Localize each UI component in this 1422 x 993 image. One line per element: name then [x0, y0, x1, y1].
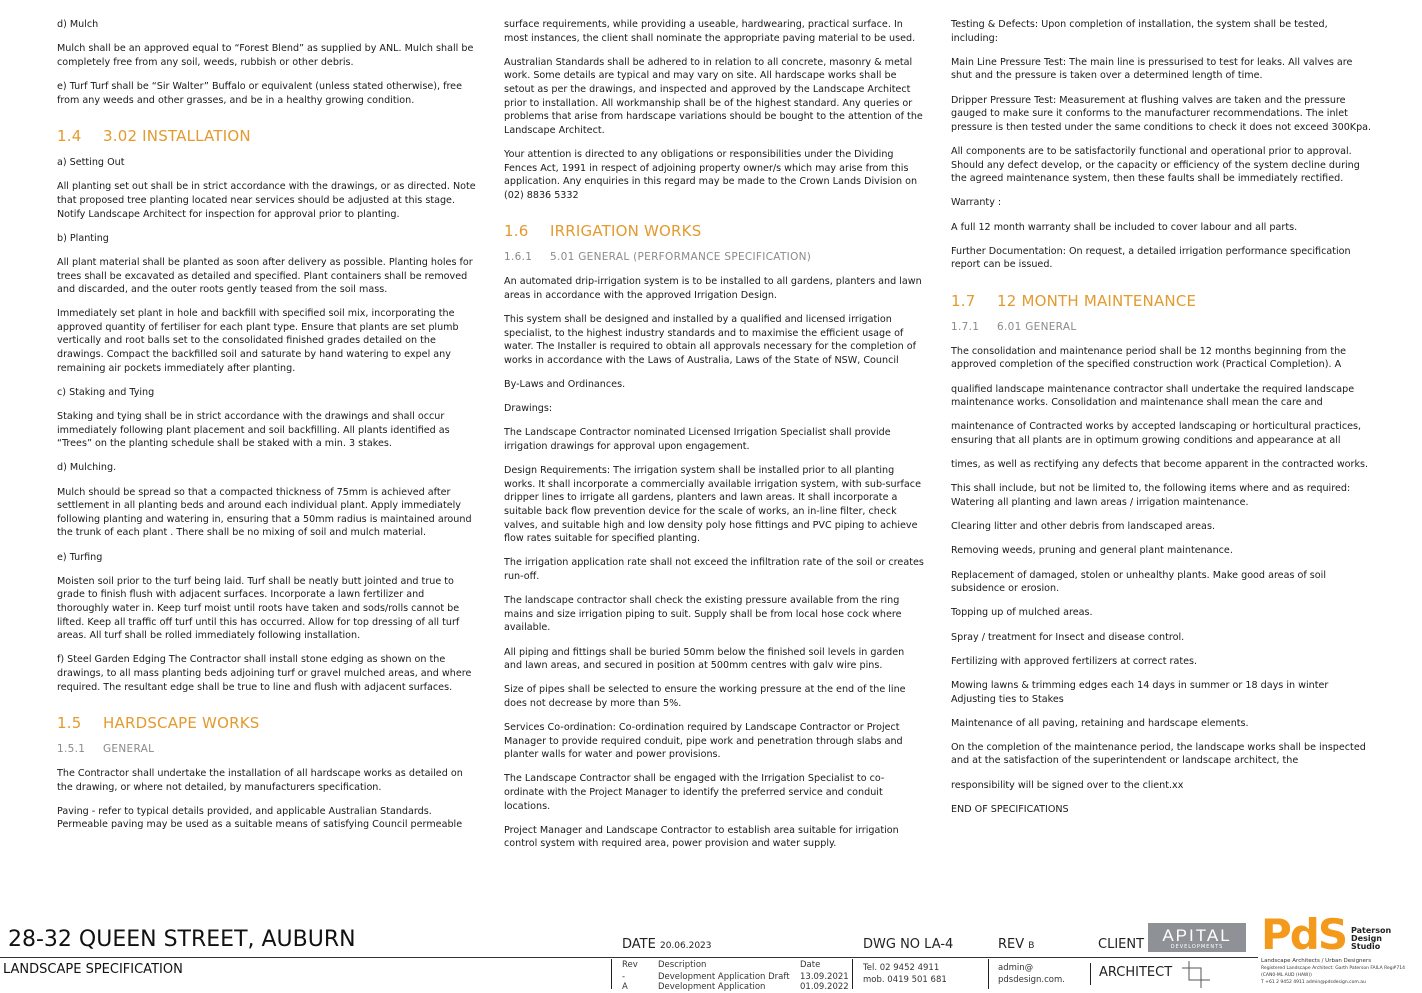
spec-paragraph: Australian Standards shall be adhered to in relation to all concrete, masonry & metal work. Some details are typical and may vary on site. All hardscape works shall be setout as per the drawings, and inspected and approved by the Landscape Architect prior to installation. All workmanship shall be of the highest standard. Any queries or problems that arise from hardscape variations should be bought to the attention of the Landscape Architect.	[504, 56, 923, 136]
title-block-divider	[0, 957, 1258, 958]
rev-row-1-date: 01.09.2022	[800, 982, 849, 992]
spec-paragraph: Staking and tying shall be in strict accordance with the drawings and shall occur immediately following plant placement and soil backfilling. All plants identified as “Trees” on the planting schedule shall be staked with a min. 3 stakes.	[57, 411, 450, 450]
section-heading	[57, 714, 477, 732]
spec-paragraph: d) Mulch	[57, 19, 99, 30]
spec-paragraph: surface requirements, while providing a useable, hardwearing, practical surface. In most instances, the client shall nominate the appropriate paving material to be used.	[504, 19, 916, 44]
spec-paragraph: All planting set out shall be in strict accordance with the drawings, or as directed. Note that proposed tree planting located near services should be adjusted at this stage. Notify Landscape Architect for inspection for approval prior to planting.	[57, 181, 476, 220]
spec-paragraph: Topping up of mulched areas.	[951, 607, 1093, 619]
spec-paragraph: b) Planting	[57, 232, 109, 244]
mobile-text: mob. 0419 501 681	[863, 975, 947, 985]
architect-label: ARCHITECT	[1099, 965, 1173, 980]
spec-paragraph: Services Co-ordination: Co-ordination required by Landscape Contractor or Project Manager to provide required conduit, pipe work and penetration through slabs and planter walls for water and power provisions.	[504, 722, 903, 761]
dwg-label: DWG NO	[863, 937, 921, 952]
spec-paragraph: All components are to be satisfactorily functional and operational prior to approval. Should any defect develop, or the capacity or efficiency of the system decline during the agreed maintenance system, then these faults shall be immediately rectified.	[951, 145, 1360, 185]
rev-row-0-desc: Development Application Draft	[658, 972, 790, 982]
section-number: 1.7	[951, 291, 976, 310]
spec-paragraph: f) Steel Garden Edging The Contractor shall install stone edging as shown on the drawings, to all mass planting beds adjoining turf or gravel mulched areas, and where required. The resultant edge shall be true to line and flush with adjacent surfaces.	[57, 654, 472, 693]
dwg-value: LA-4	[924, 937, 954, 952]
spec-paragraph: Design Requirements: The irrigation system shall be installed prior to all planting works. It shall incorporate a commercially available irrigation system, with sub-surface dripper lines to irrigate all gardens, planters and lawn areas. It shall incorporate a suitable back flow prevention device for the scale of works, an in-line filter, check valves, and suitable high and low density poly hose fittings and PVC piping to achieve flow rates suitable for specified planting.	[504, 465, 921, 545]
section-heading	[57, 127, 477, 145]
subsection-number: 1.7.1	[951, 320, 980, 333]
spec-paragraph: Drawings:	[504, 403, 553, 415]
spec-paragraph: The Landscape Contractor shall be engaged with the Irrigation Specialist to co-ordinate with the Project Manager to identify the preferred service and conduit locations.	[504, 773, 885, 812]
section-number: 1.5	[57, 714, 82, 733]
date-col-header: Date	[800, 960, 821, 970]
architect-divider	[1090, 963, 1091, 985]
section-title: IRRIGATION WORKS	[550, 222, 702, 241]
pds-name-1: Paterson	[1351, 926, 1392, 935]
spec-paragraph: Clearing litter and other debris from landscaped areas.	[951, 521, 1215, 533]
pds-letters: PdS	[1261, 910, 1347, 959]
spec-paragraph: Further Documentation: On request, a detailed irrigation performance specification report can be issued.	[951, 245, 1351, 271]
date-label: DATE	[622, 937, 656, 952]
pds-name-2: Design	[1351, 934, 1382, 943]
spec-column-3	[951, 18, 1376, 827]
rev-row-0-rev: -	[622, 972, 626, 982]
spec-paragraph: maintenance of Contracted works by accepted landscaping or horticultural practices, ensuring that all plants are in optimum growing conditions and appearance at all	[951, 421, 1362, 447]
section-number: 1.4	[57, 127, 82, 146]
spec-paragraph: Moisten soil prior to the turf being laid. Turf shall be neatly butt jointed and true to grade to finish flush with adjacent surfaces. Incorporate a lawn fertilizer and thoroughly water in. Keep turf moist until roots have taken and sods/rolls cannot be lifted. Keep all traffic off turf until this has occurred. Allow for top dressing of all turf areas. All turf shall be rolled immediately following installation.	[57, 575, 460, 642]
spec-paragraph: Project Manager and Landscape Contractor to establish area suitable for irrigation control system with required area, power provision and water supply.	[504, 824, 899, 850]
pds-name-3: Studio	[1351, 942, 1381, 951]
spec-paragraph: Removing weeds, pruning and general plant maintenance.	[951, 545, 1233, 557]
spec-paragraph: The landscape contractor shall check the existing pressure available from the ring mains and size irrigation piping to suit. Supply shall be from local hose cock where available.	[504, 595, 902, 634]
spec-paragraph: By-Laws and Ordinances.	[504, 379, 626, 391]
pds-sub-1: Landscape Architects / Urban Designers	[1261, 958, 1372, 964]
spec-paragraph: Mulch shall be an approved equal to “Forest Blend” as supplied by ANL. Mulch shall be completely free from any soil, weeds, rubbish or other debris.	[57, 43, 474, 68]
subsection-title: 5.01 GENERAL (PERFORMANCE SPECIFICATION)	[550, 251, 812, 264]
spec-paragraph: This shall include, but not be limited to, the following items where and as required: Watering all planting and lawn areas / irrigation maintenance.	[951, 483, 1351, 508]
email-line-1: admin@	[998, 963, 1034, 973]
spec-paragraph: Maintenance of all paving, retaining and hardscape elements.	[951, 717, 1249, 729]
dwg-field	[863, 937, 953, 952]
email-line-2: pdsdesign.com.	[998, 975, 1065, 985]
spec-paragraph: Mowing lawns & trimming edges each 14 days in summer or 18 days in winter Adjusting ties to Stakes	[951, 679, 1329, 705]
subsection-number: 1.6.1	[504, 251, 533, 264]
rev-divider	[611, 959, 612, 989]
spec-column-2	[504, 18, 924, 862]
pds-logo	[1259, 910, 1419, 959]
spec-paragraph: A full 12 month warranty shall be included to cover labour and all parts.	[951, 221, 1298, 233]
spec-paragraph: Testing & Defects: Upon completion of installation, the system shall be tested, including:	[951, 19, 1328, 44]
spec-paragraph: d) Mulching.	[57, 462, 117, 474]
pds-details	[1261, 958, 1405, 986]
subsection-heading	[57, 743, 477, 755]
section-heading	[504, 222, 924, 240]
spec-paragraph: e) Turf Turf shall be “Sir Walter” Buffalo or equivalent (unless stated otherwise), free from any weeds and other grasses, and be in a healthy growing condition.	[57, 80, 462, 106]
spec-paragraph: All piping and fittings shall be buried 50mm below the finished soil levels in garden and lawn areas, and secured in position at 500mm centres with galv wire pins.	[504, 646, 905, 672]
rev-col-header: Rev	[622, 960, 638, 970]
spec-paragraph: Immediately set plant in hole and backfill with specified soil mix, incorporating the approved quantity of fertiliser for each plant type. Ensure that plants are set plumb vertically and root balls set to the consolidated finished grades detailed on the drawings. Compact the backfilled soil and saturate by hand watering to expel any remaining air pockets immediately after planting.	[57, 308, 459, 374]
spec-paragraph: qualified landscape maintenance contractor shall undertake the required landscape maintenance works. Consolidation and maintenance shall mean the care and	[951, 383, 1355, 409]
rev-row-0-date: 13.09.2021	[800, 972, 849, 982]
project-title: 28-32 QUEEN STREET, AUBURN	[8, 927, 356, 952]
spec-column-1	[57, 18, 477, 843]
spec-paragraph: Main Line Pressure Test: The main line is pressurised to test for leaks. All valves are shut and the pressure is taken over a determined length of time.	[951, 56, 1353, 82]
date-value: 20.06.2023	[659, 941, 712, 951]
desc-col-header: Description	[658, 960, 707, 970]
rev-label: REV	[998, 937, 1025, 952]
spec-paragraph: Size of pipes shall be selected to ensure the working pressure at the end of the line does not decrease by more than 5%.	[504, 684, 906, 709]
spec-paragraph: On the completion of the maintenance period, the landscape works shall be inspected and at the satisfaction of the superintendent or landscape architect, the	[951, 741, 1366, 767]
client-logo-text: APITAL	[1162, 926, 1232, 945]
spec-paragraph: Your attention is directed to any obligations or responsibilities under the Dividing Fences Act, 1991 in respect of adjoining property owner/s which may arise from this application. Any enquiries in this regard may be made to the Crown Lands Division on (02) 8836 5332	[504, 148, 918, 201]
spec-paragraph: a) Setting Out	[57, 157, 125, 169]
pds-name	[1351, 927, 1391, 951]
spec-paragraph: Paving - refer to typical details provided, and applicable Australian Standards. Permeable paving may be used as a suitable means of satisfying Council permeable	[57, 805, 463, 831]
date-field	[622, 937, 712, 952]
spec-paragraph: This system shall be designed and installed by a qualified and licensed irrigation specialist, to the highest industry standards and to maximise the efficient usage of water. The Installer is required to obtain all approvals necessary for the completion of works in accordance with the Laws of Australia, Laws of the State of NSW, Council	[504, 314, 917, 366]
client-logo-sub: DEVELOPMENTS	[1170, 944, 1224, 950]
section-heading	[951, 292, 1376, 310]
spec-paragraph: The Landscape Contractor nominated Licensed Irrigation Specialist shall provide irrigation drawings for approval upon engagement.	[504, 427, 891, 453]
spec-paragraph: Mulch should be spread so that a compacted thickness of 75mm is achieved after settlement in all planting beds and around each individual plant. Apply immediately following planting and watering in, ensuring that a 50mm radius is maintained around the trunk of each plant . There shall be no mixing of soil and mulch material.	[57, 486, 472, 539]
spec-paragraph: An automated drip-irrigation system is to be installed to all gardens, planters and lawn areas in accordance with the approved Irrigation Design.	[504, 276, 922, 301]
contact-divider	[852, 959, 853, 989]
pds-sub-2: Registered Landscape Architect: Garth Paterson FAILA Reg#714	[1261, 966, 1405, 971]
spec-paragraph: The irrigation application rate shall not exceed the infiltration rate of the soil or creates run-off.	[504, 557, 924, 582]
spec-paragraph: The consolidation and maintenance period shall be 12 months beginning from the approved completion of the specified construction work (Practical Completion). A	[951, 345, 1347, 371]
spec-paragraph: All plant material shall be planted as soon after delivery as possible. Planting holes for trees shall be excavated as detailed and specified. Plant containers shall be removed and discarded, and the outer roots gently teased from the soil mass.	[57, 256, 473, 296]
rev-row-1-rev: A	[622, 982, 628, 992]
pds-sub-4: T +61 2 9452 4911 admin@pdsdesign.com.au	[1261, 980, 1366, 985]
section-number: 1.6	[504, 222, 529, 241]
spec-paragraph: Dripper Pressure Test: Measurement at flushing valves are taken and the pressure gauged to make sure it conforms to the manufacturer recommendations. The inlet pressure is then tested under the same conditions to check it does not exceed 300Kpa.	[951, 94, 1372, 133]
subsection-title: GENERAL	[103, 743, 155, 756]
spec-paragraph: Spray / treatment for Insect and disease control.	[951, 631, 1185, 643]
client-label: CLIENT	[1098, 937, 1145, 952]
spec-paragraph: e) Turfing	[57, 551, 103, 563]
subsection-heading	[504, 251, 924, 263]
section-title: HARDSCAPE WORKS	[103, 714, 260, 733]
rev-row-1-desc: Development Application	[658, 982, 766, 992]
title-block	[0, 910, 1422, 992]
spec-paragraph: Replacement of damaged, stolen or unhealthy plants. Make good areas of soil subsidence or erosion.	[951, 569, 1327, 595]
pds-sub-3: (CAN0-ML AUD (HAW))	[1261, 973, 1312, 978]
subsection-title: 6.01 GENERAL	[997, 320, 1077, 333]
phone-text: Tel. 02 9452 4911	[863, 963, 940, 973]
subsection-number: 1.5.1	[57, 743, 86, 756]
spec-paragraph: The Contractor shall undertake the installation of all hardscape works as detailed on the drawing, or where not detailed, by manufacturers specification.	[57, 768, 463, 793]
rev-field	[998, 937, 1034, 952]
section-title: 12 MONTH MAINTENANCE	[997, 291, 1197, 310]
email-divider	[988, 959, 989, 989]
sheet-title: LANDSCAPE SPECIFICATION	[3, 962, 183, 977]
spec-paragraph: Fertilizing with approved fertilizers at correct rates.	[951, 655, 1198, 667]
spec-paragraph: END OF SPECIFICATIONS	[951, 803, 1069, 815]
client-logo	[1148, 923, 1246, 952]
architect-logo-icon	[1181, 960, 1211, 989]
rev-value: B	[1028, 941, 1035, 951]
spec-paragraph: responsibility will be signed over to the client.xx	[951, 779, 1184, 791]
spec-paragraph: times, as well as rectifying any defects that become apparent in the contracted works.	[951, 459, 1369, 471]
subsection-heading	[951, 321, 1376, 333]
spec-paragraph: Warranty :	[951, 197, 1002, 209]
section-title: 3.02 INSTALLATION	[103, 127, 251, 146]
spec-paragraph: c) Staking and Tying	[57, 386, 155, 398]
